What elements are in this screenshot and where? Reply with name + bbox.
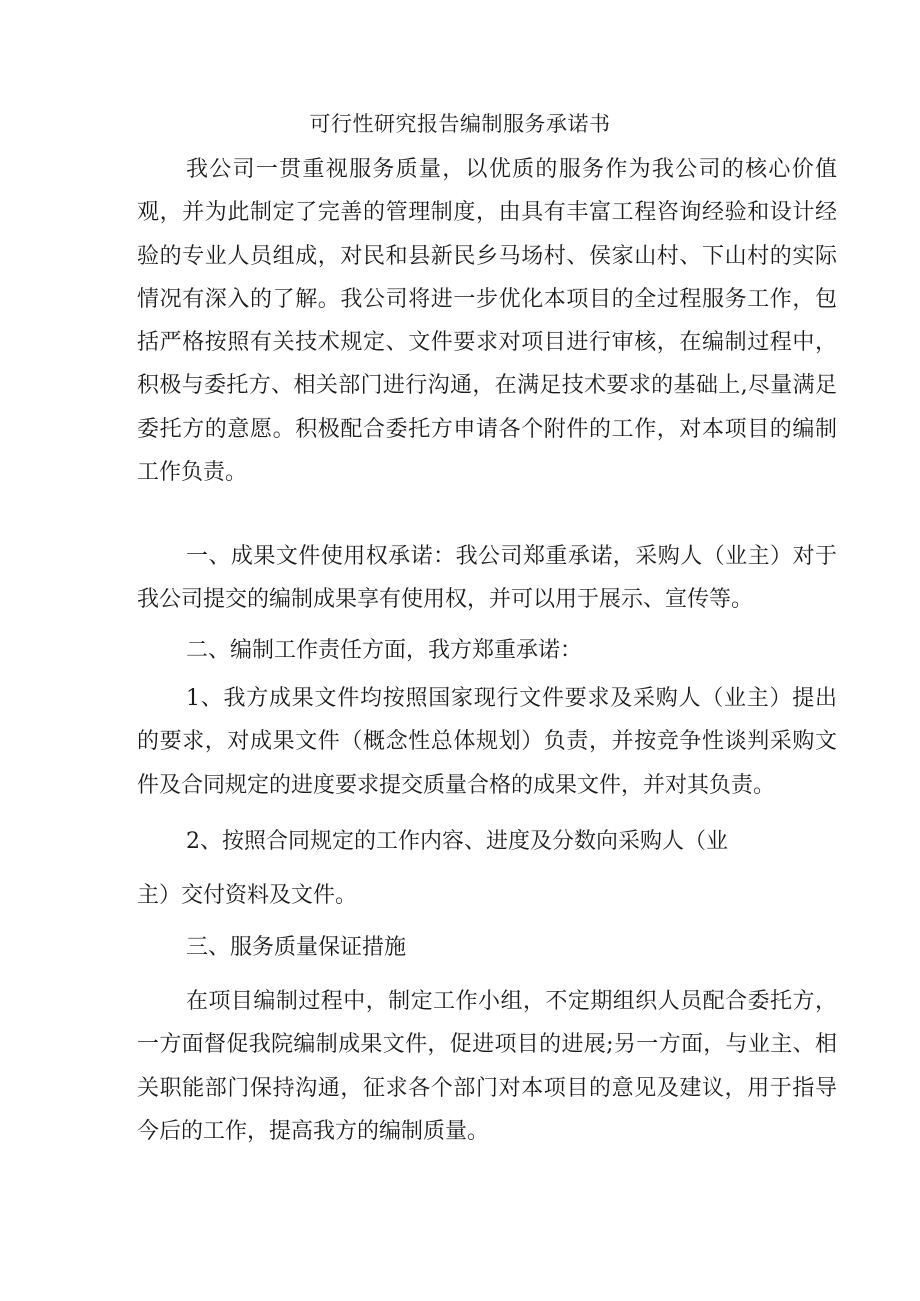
item1-paragraph: 1、我方成果文件均按照国家现行文件要求及采购人（业主）提出的要求，对成果文件（概念性总体规划）负责，并按竞争性谈判采购文件及合同规定的进度要求提交质量合格的成果文件，并对其负责。 [137,686,837,798]
intro-paragraph: 我公司一贯重视服务质量，以优质的服务作为我公司的核心价值观，并为此制定了完善的管理制度，由具有丰富工程咨询经验和设计经验的专业人员组成，对民和县新民乡马场村、侯家山村、下山村的实际情况有深入的了解。我公司将进一步优化本项目的全过程服务工作，包括严格按照有关技术规定、文件要求对项目进行审核，在编制过程中，积极与委托方、相关部门进行沟通，在满足技术要求的基础上,尽量满足委托方的意愿。积极配合委托方申请各个附件的工作，对本项目的编制工作负责。 [137,157,837,486]
section3-heading: 三、服务质量保证措施 [186,935,407,960]
section2-heading: 二、编制工作责任方面，我方郑重承诺： [186,638,583,663]
document-title: 可行性研究报告编制服务承诺书 [309,112,611,136]
item2-line1: 2、按照合同规定的工作内容、进度及分数向采购人（业 [186,829,728,854]
section3-paragraph: 在项目编制过程中，制定工作小组，不定期组织人员配合委托方，一方面督促我院编制成果文件，促进项目的进展;另一方面，与业主、相关职能部门保持沟通，征求各个部门对本项目的意见及建议，用于指导今后的工作，提高我方的编制质量。 [137,989,837,1144]
section1-paragraph: 一、成果文件使用权承诺：我公司郑重承诺，采购人（业主）对于我公司提交的编制成果享有使用权，并可以用于展示、宣传等。 [137,544,837,613]
item2-line2: 主）交付资料及文件。 [137,883,358,908]
